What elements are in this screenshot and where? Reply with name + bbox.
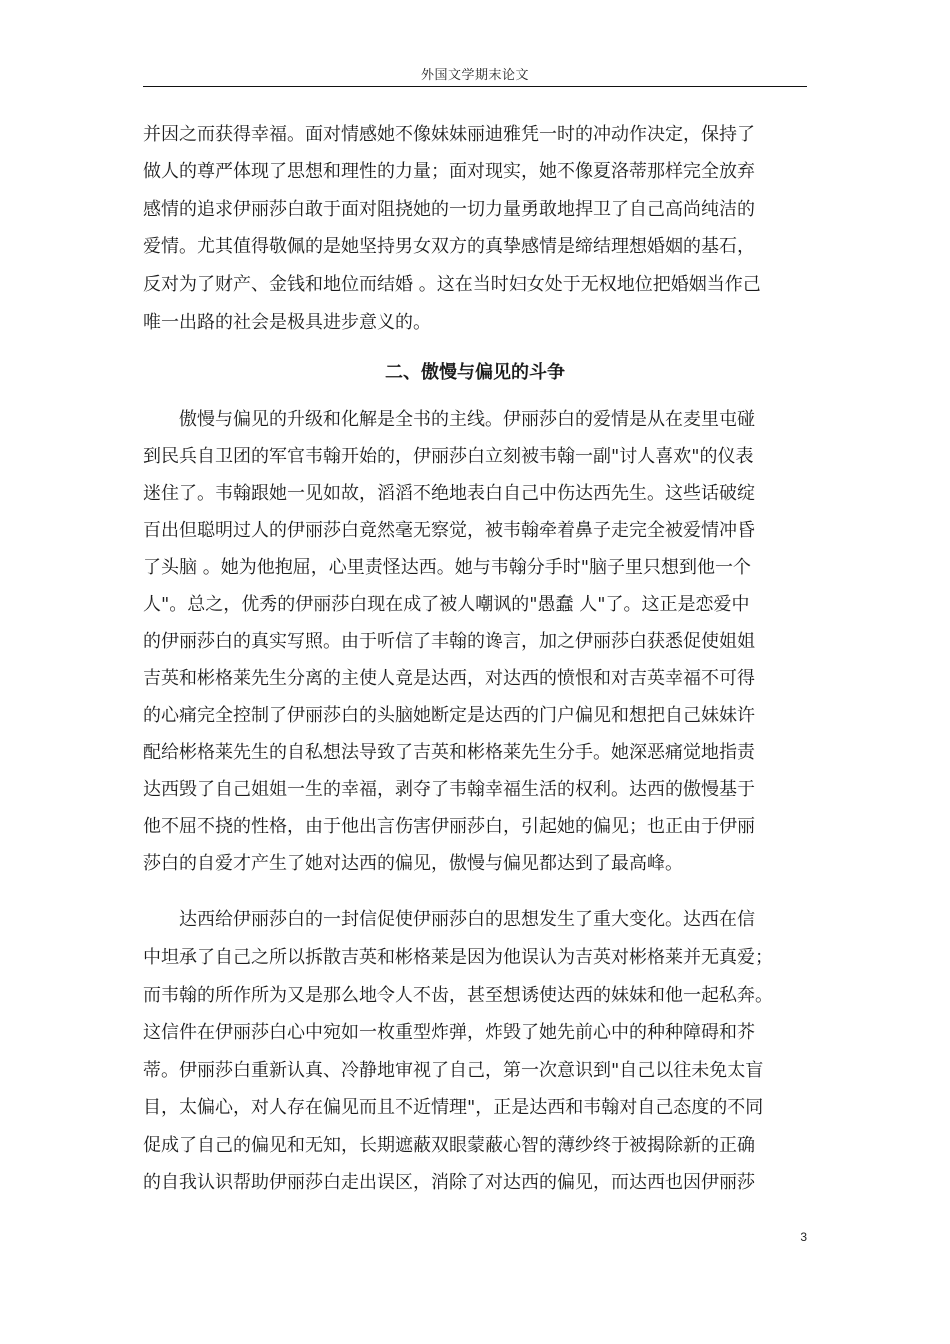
text-line: 做人的尊严体现了思想和理性的力量；面对现实，她不像夏洛蒂那样完全放弃: [143, 161, 755, 182]
text-line: 达西毁了自己姐姐一生的幸福，剥夺了韦翰幸福生活的权利。达西的傲慢基于: [143, 779, 755, 800]
text-line: 傲慢与偏见的升级和化解是全书的主线。伊丽莎白的爱情是从在麦里屯碰: [143, 409, 755, 430]
text-line: 百出但聪明过人的伊丽莎白竟然毫无察觉，被韦翰牵着鼻子走完全被爱情冲昏: [143, 520, 755, 541]
text-line: 了头脑 。她为他抱屈，心里责怪达西。她与韦翰分手时"脑子里只想到他一个: [143, 557, 751, 578]
header-divider: [143, 86, 807, 87]
text-line: 达西给伊丽莎白的一封信促使伊丽莎白的思想发生了重大变化。达西在信: [143, 909, 755, 930]
text-line: 迷住了。韦翰跟她一见如故，滔滔不绝地表白自己中伤达西先生。这些话破绽: [143, 483, 755, 504]
text-line: 感情的追求伊丽莎白敢于面对阻挠她的一切力量勇敢地捍卫了自己高尚纯洁的: [143, 199, 755, 220]
text-line: 这信件在伊丽莎白心中宛如一枚重型炸弹，炸毁了她先前心中的种种障碍和芥: [143, 1022, 755, 1043]
text-line: 的伊丽莎白的真实写照。由于听信了丰翰的谗言，加之伊丽莎白获悉促使姐姐: [143, 631, 755, 652]
text-line: 到民兵自卫团的军官韦翰开始的，伊丽莎白立刻被韦翰一副"讨人喜欢"的仪表: [143, 446, 754, 467]
text-line: 莎白的自爱才产生了她对达西的偏见，傲慢与偏见都达到了最高峰。: [143, 853, 683, 874]
section-heading: 二、傲慢与偏见的斗争: [385, 362, 565, 383]
text-line: 中坦承了自己之所以拆散吉英和彬格莱是因为他误认为吉英对彬格莱并无真爱；: [143, 947, 773, 968]
text-line: 唯一出路的社会是极具进步意义的。: [143, 312, 431, 333]
text-line: 而韦翰的所作所为又是那么地令人不齿，甚至想诱使达西的妹妹和他一起私奔。: [143, 985, 773, 1006]
text-line: 的自我认识帮助伊丽莎白走出误区，消除了对达西的偏见，而达西也因伊丽莎: [143, 1172, 755, 1193]
text-line: 爱情。尤其值得敬佩的是她坚持男女双方的真挚感情是缔结理想婚姻的基石，: [143, 236, 755, 257]
text-line: 蒂。伊丽莎白重新认真、冷静地审视了自己，第一次意识到"自己以往未免太盲: [143, 1060, 764, 1081]
page-number: 3: [800, 1230, 807, 1244]
text-line: 的心痛完全控制了伊丽莎白的头脑她断定是达西的门户偏见和想把自己妹妹许: [143, 705, 755, 726]
page-header: 外国文学期末论文: [420, 68, 529, 83]
text-line: 吉英和彬格莱先生分离的主使人竟是达西，对达西的愤恨和对吉英幸福不可得: [143, 668, 755, 689]
text-line: 反对为了财产、金钱和地位而结婚 。这在当时妇女处于无权地位把婚姻当作己: [143, 274, 761, 295]
text-line: 人"。总之，优秀的伊丽莎白现在成了被人嘲讽的"愚蠢 人"了。这正是恋爱中: [143, 594, 750, 615]
text-line: 促成了自己的偏见和无知，长期遮蔽双眼蒙蔽心智的薄纱终于被揭除新的正确: [143, 1135, 755, 1156]
text-line: 并因之而获得幸福。面对情感她不像妹妹丽迪雅凭一时的冲动作决定，保持了: [143, 124, 755, 145]
text-line: 配给彬格莱先生的自私想法导致了吉英和彬格莱先生分手。她深恶痛觉地指责: [143, 742, 755, 763]
text-line: 目，太偏心，对人存在偏见而且不近情理"，正是达西和韦翰对自己态度的不同: [143, 1097, 764, 1118]
text-line: 他不屈不挠的性格，由于他出言伤害伊丽莎白，引起她的偏见；也正由于伊丽: [143, 816, 755, 837]
